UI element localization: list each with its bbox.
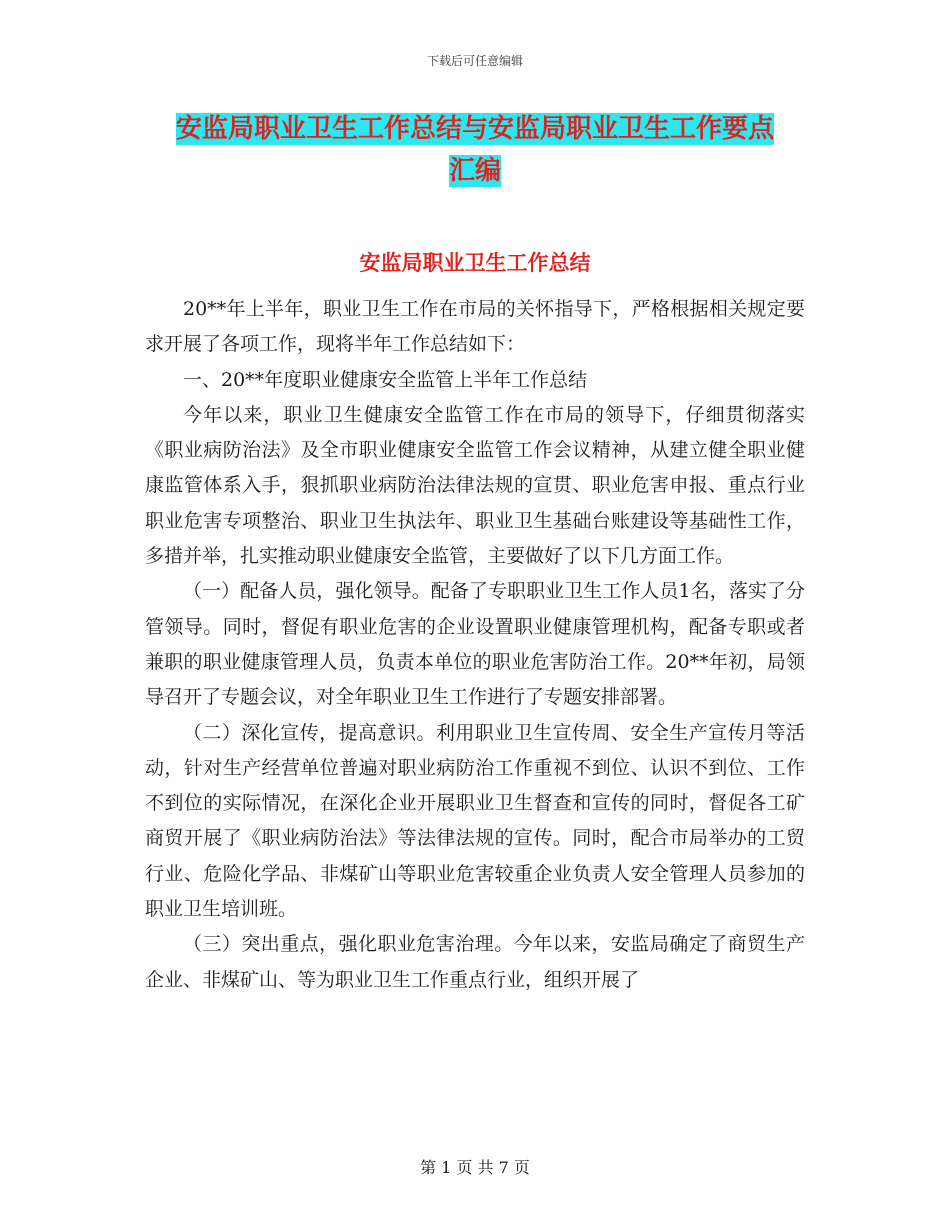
- title-line-1: 安监局职业卫生工作总结与安监局职业卫生工作要点: [175, 114, 774, 144]
- paragraph: （三）突出重点，强化职业危害治理。今年以来，安监局确定了商贸生产企业、非煤矿山、等为职业卫生工作重点行业，组织开展了: [145, 933, 805, 991]
- paragraph: 一、20**年度职业健康安全监管上半年工作总结: [183, 368, 588, 391]
- document-body: [145, 292, 805, 998]
- page-footer: 第 1 页 共 7 页: [420, 1158, 530, 1177]
- title-line-2: 汇编: [448, 156, 501, 186]
- header-note: 下载后可任意编辑: [426, 54, 523, 68]
- paragraph: 20**年上半年，职业卫生工作在市局的关怀指导下，严格根据相关规定要求开展了各项工作，现将半年工作总结如下：: [145, 298, 805, 356]
- document-title: [145, 108, 805, 192]
- paragraph: （二）深化宣传，提高意识。利用职业卫生宣传周、安全生产宣传月等活动，针对生产经营单位普遍对职业病防治工作重视不到位、认识不到位、工作不到位的实际情况，在深化企业开展职业卫生督查和宣传的同时，督促各工矿商贸开展了《职业病防治法》等法律法规的宣传。同时，配合市局举办的工贸行业、危险化学品、非煤矿山等职业危害较重企业负责人安全管理人员参加的职业卫生培训班。: [145, 721, 805, 921]
- section-title: 安监局职业卫生工作总结: [359, 251, 591, 275]
- paragraph: （一）配备人员，强化领导。配备了专职职业卫生工作人员1名，落实了分管领导。同时，督促有职业危害的企业设置职业健康管理机构，配备专职或者兼职的职业健康管理人员，负责本单位的职业危害防治工作。20**年初，局领导召开了专题会议，对全年职业卫生工作进行了专题安排部署。: [145, 580, 805, 709]
- paragraph: 今年以来，职业卫生健康安全监管工作在市局的领导下，仔细贯彻落实《职业病防治法》及全市职业健康安全监管工作会议精神，从建立健全职业健康监管体系入手，狠抓职业病防治法律法规的宣贯、职业危害申报、重点行业职业危害专项整治、职业卫生执法年、职业卫生基础台账建设等基础性工作，多措并举，扎实推动职业健康安全监管，主要做好了以下几方面工作。: [145, 403, 805, 568]
